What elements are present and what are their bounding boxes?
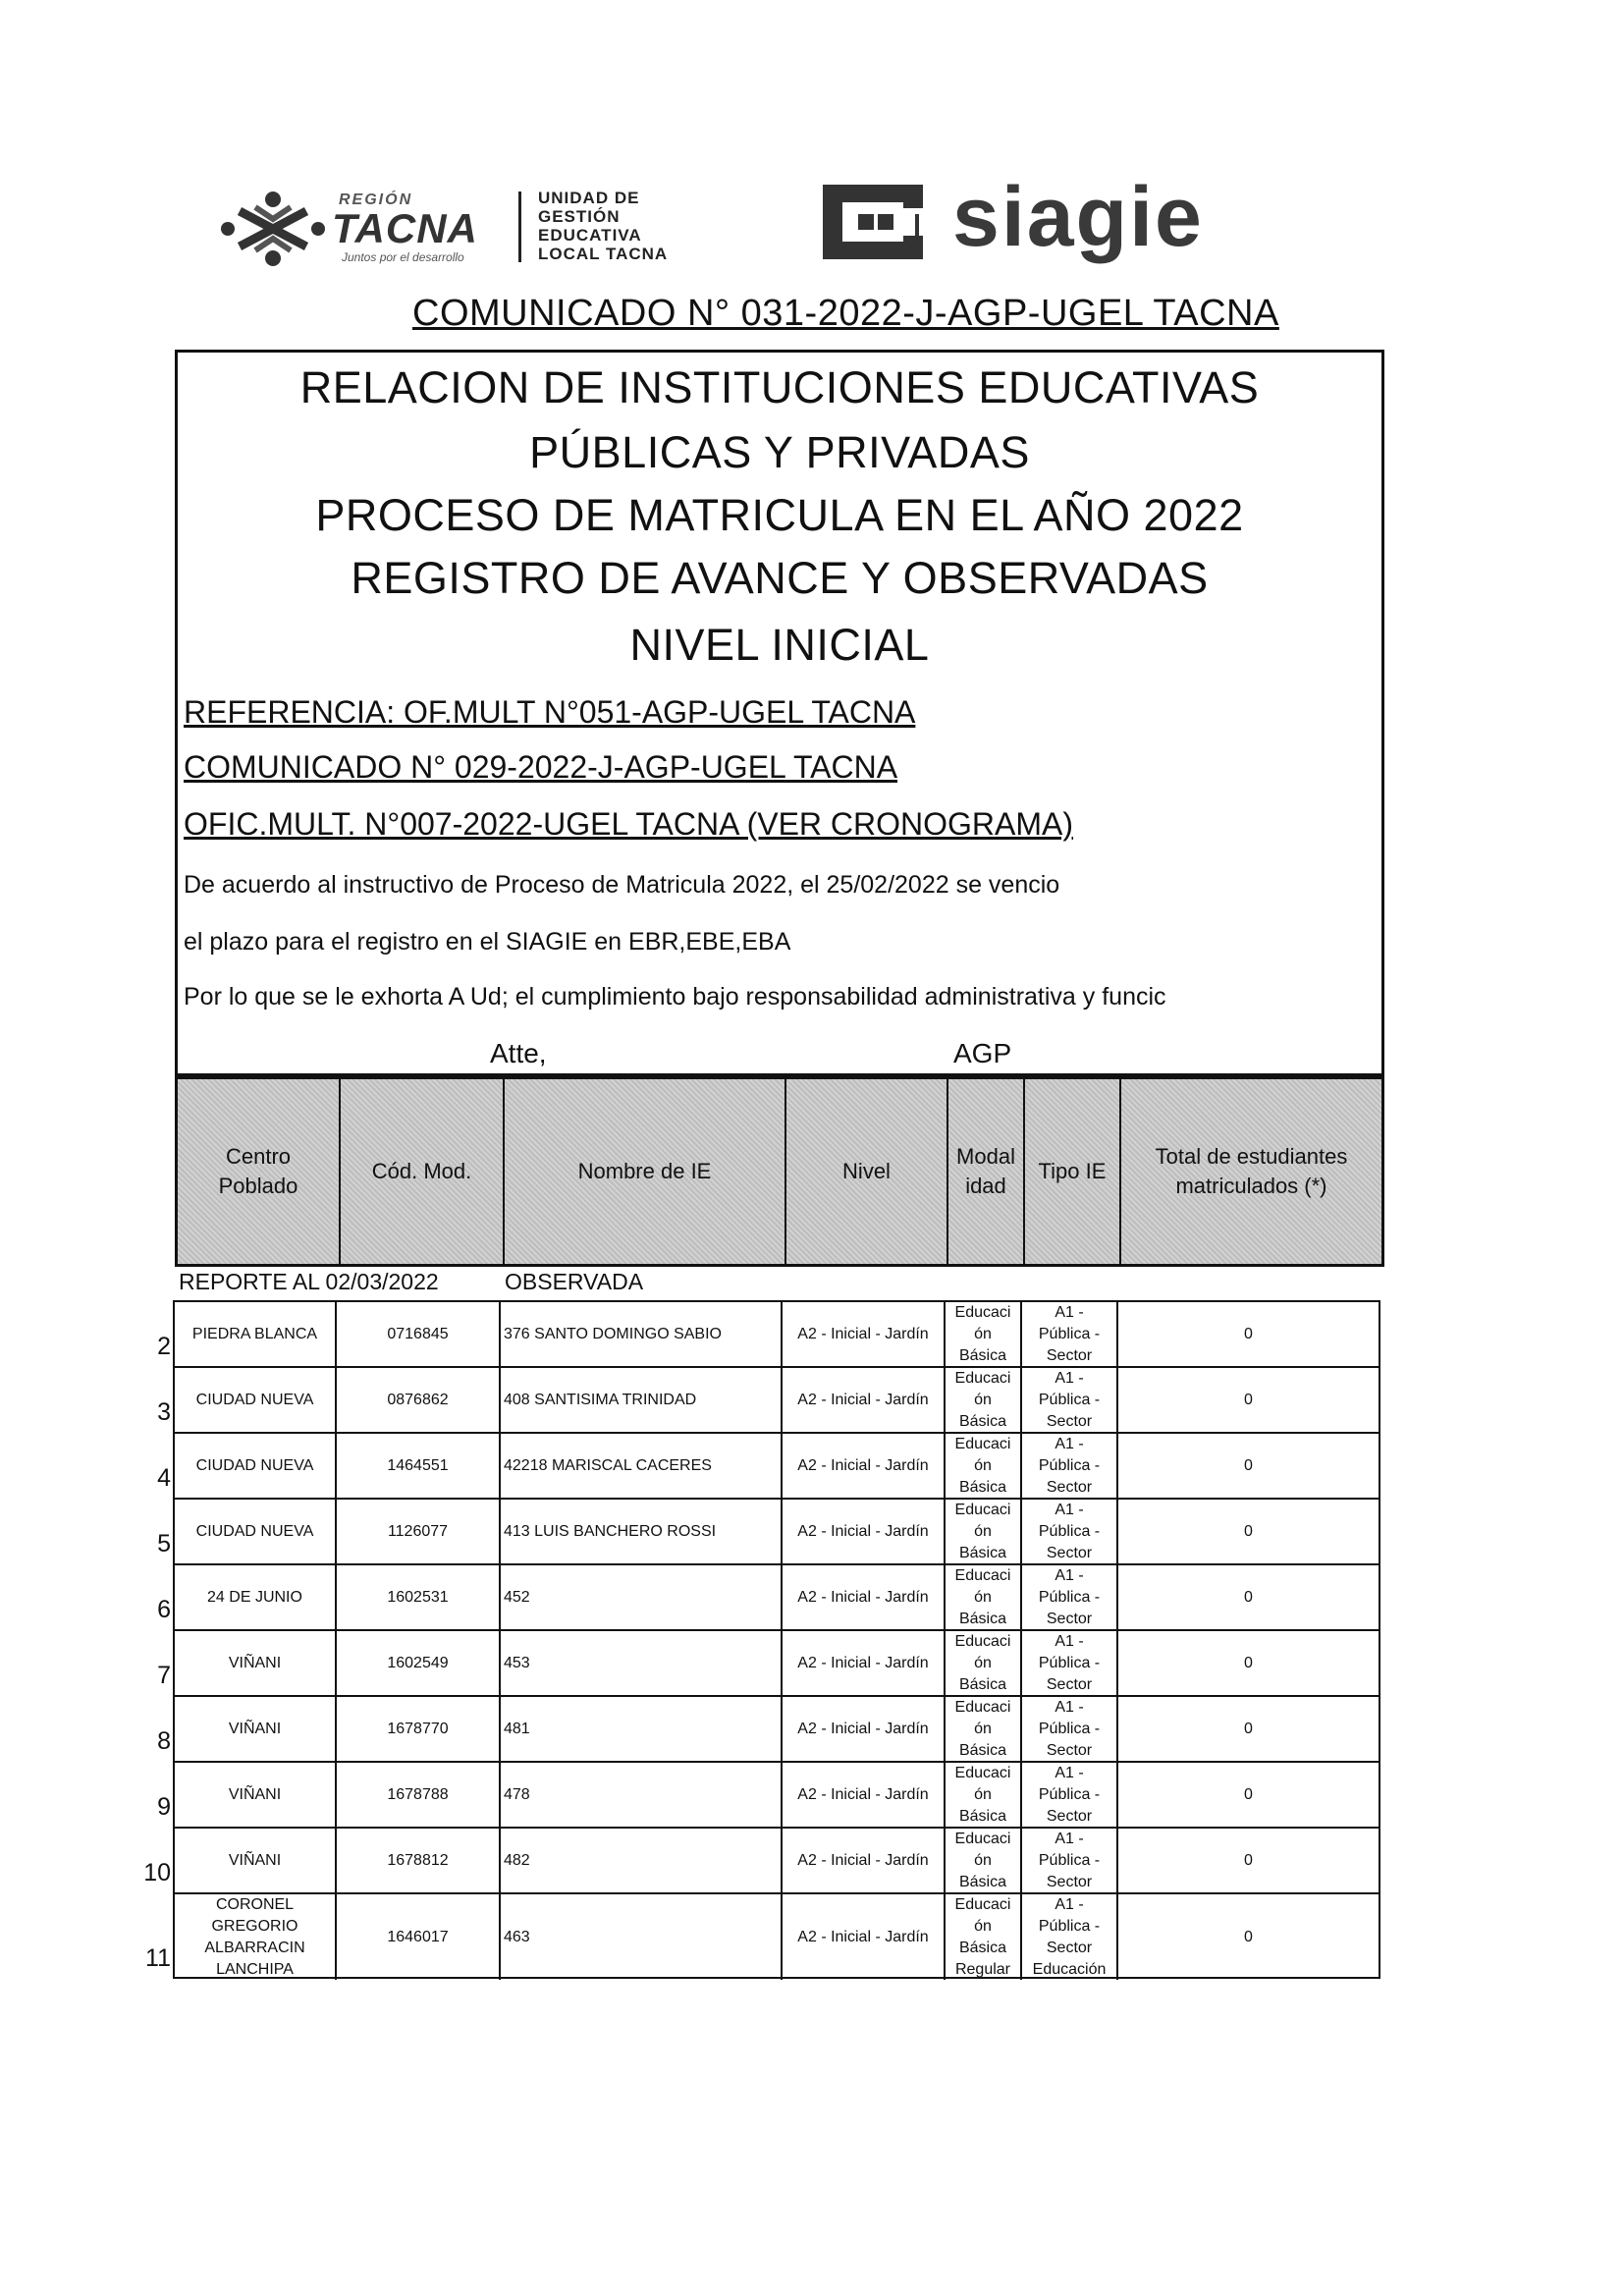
cell-centro: [175, 1434, 337, 1498]
cell-cod: [337, 1500, 501, 1563]
cell-total-text: 0: [1244, 1522, 1253, 1540]
siagie-logo: [815, 170, 1306, 268]
cell-nombre: [501, 1302, 783, 1366]
report-date: REPORTE AL 02/03/2022: [179, 1269, 439, 1294]
cell-modalidad-text: Educaci ón Básica: [954, 1303, 1011, 1364]
title-line: PROCESO DE MATRICULA EN EL AÑO 2022: [315, 490, 1244, 540]
cell-centro-text: VIÑANI: [228, 1851, 282, 1869]
cell-nombre-text: 413 LUIS BANCHERO ROSSI: [504, 1522, 717, 1540]
cell-cod: [337, 1829, 501, 1892]
cell-cod: [337, 1631, 501, 1695]
cell-total-text: 0: [1244, 1325, 1253, 1342]
tacna-slogan: Juntos por el desarrollo: [342, 250, 464, 264]
cell-centro-text: VIÑANI: [228, 1720, 282, 1737]
table-row: [175, 1565, 1379, 1631]
cell-cod: [337, 1894, 501, 1980]
cell-total-text: 0: [1244, 1720, 1253, 1737]
cell-nivel-text: A2 - Inicial - Jardín: [797, 1928, 929, 1945]
siagie-mark-icon: [815, 179, 931, 265]
cell-tipo-text: A1 - Pública - Sector: [1038, 1501, 1101, 1561]
row-number: 8: [157, 1727, 171, 1755]
cell-tipo: [1022, 1302, 1118, 1366]
cell-nivel: [783, 1565, 946, 1629]
body-line: De acuerdo al instructivo de Proceso de Matricula 2022, el 25/02/2022 se vencio: [184, 871, 1060, 899]
cell-tipo-text: A1 - Pública - Sector: [1038, 1830, 1101, 1890]
cell-nombre-text: 482: [504, 1851, 530, 1869]
cell-nombre-text: 42218 MARISCAL CACERES: [504, 1456, 712, 1474]
row-number: 3: [157, 1398, 171, 1426]
ugel-line: LOCAL TACNA: [538, 245, 669, 263]
cell-nivel: [783, 1434, 946, 1498]
column-header-label: Total de estudiantes matriculados (*): [1155, 1144, 1348, 1198]
cell-total: [1118, 1565, 1379, 1629]
cell-modalidad-text: Educaci ón Básica: [954, 1830, 1011, 1890]
cell-cod-text: 1602549: [387, 1654, 449, 1671]
cell-centro-text: CORONEL GREGORIO ALBARRACIN LANCHIPA: [204, 1895, 305, 1978]
title-line: PÚBLICAS Y PRIVADAS: [529, 427, 1030, 477]
cell-centro: [175, 1894, 337, 1980]
cell-nombre-text: 376 SANTO DOMINGO SABIO: [504, 1325, 722, 1342]
column-header: [948, 1079, 1025, 1264]
cell-tipo-text: A1 - Pública - Sector: [1038, 1303, 1101, 1364]
region-tacna-logo: [216, 182, 501, 270]
cell-total: [1118, 1894, 1379, 1980]
ugel-name-block: [538, 189, 668, 263]
cell-modalidad-text: Educaci ón Básica: [954, 1764, 1011, 1825]
cell-nivel-text: A2 - Inicial - Jardín: [797, 1522, 929, 1540]
cell-centro: [175, 1763, 337, 1827]
cell-tipo-text: A1 - Pública - Sector Educación: [1032, 1895, 1107, 1978]
cell-tipo: [1022, 1565, 1118, 1629]
institutions-table: [173, 1300, 1380, 1979]
cell-total-text: 0: [1244, 1391, 1253, 1408]
cell-nombre: [501, 1763, 783, 1827]
cell-centro-text: VIÑANI: [228, 1785, 282, 1803]
title-line: RELACION DE INSTITUCIONES EDUCATIVAS: [299, 362, 1260, 412]
tacna-name-label: TACNA: [332, 205, 478, 251]
cell-modalidad: [946, 1829, 1022, 1892]
cell-total-text: 0: [1244, 1928, 1253, 1945]
cell-nivel: [783, 1631, 946, 1695]
cell-cod: [337, 1565, 501, 1629]
table-row: [175, 1631, 1379, 1697]
cell-cod: [337, 1697, 501, 1761]
table-row: [175, 1500, 1379, 1565]
cell-cod-text: 1602531: [387, 1588, 449, 1606]
cell-cod-text: 1678770: [387, 1720, 449, 1737]
cell-cod-text: 1678788: [387, 1785, 449, 1803]
column-header-label: Modal idad: [956, 1144, 1015, 1198]
column-header: [505, 1079, 786, 1264]
cell-centro-text: CIUDAD NUEVA: [195, 1522, 314, 1540]
row-number: 6: [157, 1596, 171, 1623]
cell-centro-text: PIEDRA BLANCA: [191, 1325, 318, 1342]
cell-modalidad: [946, 1631, 1022, 1695]
reference-line: REFERENCIA: OF.MULT N°051-AGP-UGEL TACNA: [184, 694, 916, 730]
cell-cod: [337, 1302, 501, 1366]
cell-tipo: [1022, 1763, 1118, 1827]
ugel-line: EDUCATIVA: [538, 226, 642, 245]
cell-cod: [337, 1434, 501, 1498]
cell-nombre: [501, 1368, 783, 1432]
cell-modalidad-text: Educaci ón Básica Regular: [954, 1895, 1011, 1978]
cell-centro: [175, 1829, 337, 1892]
cell-nivel-text: A2 - Inicial - Jardín: [797, 1588, 929, 1606]
cell-nombre-text: 453: [504, 1654, 530, 1671]
row-number: 2: [157, 1333, 171, 1360]
tacna-emblem-icon: [216, 190, 334, 268]
table-row: [175, 1894, 1379, 1980]
cell-nivel: [783, 1302, 946, 1366]
logo-divider: [518, 191, 521, 262]
cell-tipo-text: A1 - Pública - Sector: [1038, 1369, 1101, 1430]
cell-nivel: [783, 1500, 946, 1563]
cell-nivel-text: A2 - Inicial - Jardín: [797, 1785, 929, 1803]
cell-modalidad-text: Educaci ón Básica: [954, 1435, 1011, 1496]
report-status: OBSERVADA: [505, 1269, 644, 1294]
cell-modalidad: [946, 1763, 1022, 1827]
cell-nombre: [501, 1434, 783, 1498]
reference-line: OFIC.MULT. N°007-2022-UGEL TACNA (VER CRONOGRAMA): [184, 806, 1074, 842]
cell-modalidad-text: Educaci ón Básica: [954, 1501, 1011, 1561]
cell-centro: [175, 1368, 337, 1432]
table-row: [175, 1434, 1379, 1500]
column-header: [178, 1079, 341, 1264]
cell-modalidad: [946, 1697, 1022, 1761]
body-line: Por lo que se le exhorta A Ud; el cumplimiento bajo responsabilidad administrativa y funcic: [184, 983, 1166, 1011]
cell-nivel: [783, 1697, 946, 1761]
cell-nombre-text: 452: [504, 1588, 530, 1606]
cell-tipo-text: A1 - Pública - Sector: [1038, 1435, 1101, 1496]
row-number: 4: [157, 1464, 171, 1492]
cell-tipo-text: A1 - Pública - Sector: [1038, 1566, 1101, 1627]
cell-nivel: [783, 1894, 946, 1980]
cell-modalidad-text: Educaci ón Básica: [954, 1369, 1011, 1430]
table-row: [175, 1697, 1379, 1763]
notice-frame: [175, 350, 1384, 1076]
cell-modalidad: [946, 1500, 1022, 1563]
cell-tipo: [1022, 1697, 1118, 1761]
cell-nombre-text: 463: [504, 1928, 530, 1945]
cell-nivel-text: A2 - Inicial - Jardín: [797, 1325, 929, 1342]
row-number: 10: [143, 1859, 171, 1886]
column-header-label: Centro Poblado: [218, 1144, 298, 1198]
cell-nivel-text: A2 - Inicial - Jardín: [797, 1654, 929, 1671]
reference-line: COMUNICADO N° 029-2022-J-AGP-UGEL TACNA: [184, 749, 898, 785]
cell-tipo-text: A1 - Pública - Sector: [1038, 1632, 1101, 1693]
cell-nivel: [783, 1368, 946, 1432]
cell-centro-text: CIUDAD NUEVA: [195, 1456, 314, 1474]
cell-nombre-text: 408 SANTISIMA TRINIDAD: [504, 1391, 697, 1408]
cell-total-text: 0: [1244, 1654, 1253, 1671]
signoff-agp: AGP: [953, 1038, 1012, 1068]
column-header: [786, 1079, 948, 1264]
column-header-label: Tipo IE: [1038, 1159, 1107, 1183]
row-number: 9: [157, 1793, 171, 1821]
cell-centro: [175, 1697, 337, 1761]
cell-cod-text: 0876862: [387, 1391, 449, 1408]
cell-centro-text: 24 DE JUNIO: [207, 1588, 302, 1606]
cell-tipo: [1022, 1631, 1118, 1695]
cell-nombre-text: 481: [504, 1720, 530, 1737]
cell-nombre: [501, 1500, 783, 1563]
cell-nombre: [501, 1565, 783, 1629]
cell-tipo: [1022, 1500, 1118, 1563]
cell-modalidad: [946, 1302, 1022, 1366]
cell-centro: [175, 1500, 337, 1563]
cell-cod-text: 0716845: [387, 1325, 449, 1342]
cell-total-text: 0: [1244, 1785, 1253, 1803]
cell-total: [1118, 1368, 1379, 1432]
cell-tipo: [1022, 1894, 1118, 1980]
row-number: 11: [145, 1944, 171, 1972]
tacna-region-label: REGIÓN: [339, 191, 413, 208]
cell-tipo: [1022, 1368, 1118, 1432]
column-header-label: Cód. Mod.: [371, 1159, 472, 1183]
cell-centro: [175, 1631, 337, 1695]
table-row: [175, 1763, 1379, 1829]
cell-cod-text: 1646017: [387, 1928, 449, 1945]
cell-total: [1118, 1302, 1379, 1366]
title-line: NIVEL INICIAL: [629, 620, 930, 670]
body-line: el plazo para el registro en el SIAGIE en EBR,EBE,EBA: [184, 928, 791, 956]
cell-centro-text: VIÑANI: [228, 1654, 282, 1671]
cell-nivel: [783, 1829, 946, 1892]
cell-nombre: [501, 1894, 783, 1980]
cell-total: [1118, 1631, 1379, 1695]
row-number: 5: [157, 1530, 171, 1558]
table-row: [175, 1368, 1379, 1434]
cell-tipo: [1022, 1434, 1118, 1498]
cell-total-text: 0: [1244, 1588, 1253, 1606]
cell-nombre: [501, 1631, 783, 1695]
cell-centro: [175, 1302, 337, 1366]
cell-total: [1118, 1829, 1379, 1892]
cell-cod-text: 1126077: [387, 1522, 449, 1540]
cell-total-text: 0: [1244, 1851, 1253, 1869]
title-line: REGISTRO DE AVANCE Y OBSERVADAS: [351, 553, 1209, 603]
cell-modalidad: [946, 1894, 1022, 1980]
cell-modalidad: [946, 1368, 1022, 1432]
table-row: [175, 1829, 1379, 1894]
column-header: [1121, 1079, 1381, 1264]
column-header-label: Nivel: [842, 1159, 891, 1183]
comunicado-title: COMUNICADO N° 031-2022-J-AGP-UGEL TACNA: [412, 293, 1279, 334]
cell-modalidad: [946, 1434, 1022, 1498]
table-row: [175, 1302, 1379, 1368]
cell-centro-text: CIUDAD NUEVA: [195, 1391, 314, 1408]
cell-total: [1118, 1763, 1379, 1827]
cell-tipo: [1022, 1829, 1118, 1892]
cell-nivel-text: A2 - Inicial - Jardín: [797, 1456, 929, 1474]
cell-nombre-text: 478: [504, 1785, 530, 1803]
cell-modalidad: [946, 1565, 1022, 1629]
cell-cod: [337, 1368, 501, 1432]
ugel-line: UNIDAD DE: [538, 189, 640, 207]
cell-cod-text: 1464551: [387, 1456, 449, 1474]
table-header: [175, 1076, 1384, 1267]
cell-modalidad-text: Educaci ón Básica: [954, 1566, 1011, 1627]
cell-tipo-text: A1 - Pública - Sector: [1038, 1698, 1101, 1759]
cell-nombre: [501, 1829, 783, 1892]
cell-nivel: [783, 1763, 946, 1827]
cell-cod: [337, 1763, 501, 1827]
cell-nivel-text: A2 - Inicial - Jardín: [797, 1391, 929, 1408]
cell-nivel-text: A2 - Inicial - Jardín: [797, 1720, 929, 1737]
ugel-line: GESTIÓN: [538, 207, 621, 226]
cell-tipo-text: A1 - Pública - Sector: [1038, 1764, 1101, 1825]
cell-nombre: [501, 1697, 783, 1761]
row-number: 7: [157, 1662, 171, 1689]
cell-total: [1118, 1434, 1379, 1498]
cell-total: [1118, 1500, 1379, 1563]
column-header-label: Nombre de IE: [577, 1159, 712, 1183]
cell-modalidad-text: Educaci ón Básica: [954, 1698, 1011, 1759]
cell-modalidad-text: Educaci ón Básica: [954, 1632, 1011, 1693]
siagie-wordmark: siagie: [952, 170, 1204, 264]
column-header: [1025, 1079, 1121, 1264]
signoff-atte: Atte,: [490, 1038, 547, 1068]
cell-nivel-text: A2 - Inicial - Jardín: [797, 1851, 929, 1869]
cell-total-text: 0: [1244, 1456, 1253, 1474]
column-header: [341, 1079, 505, 1264]
cell-total: [1118, 1697, 1379, 1761]
cell-cod-text: 1678812: [387, 1851, 449, 1869]
cell-centro: [175, 1565, 337, 1629]
